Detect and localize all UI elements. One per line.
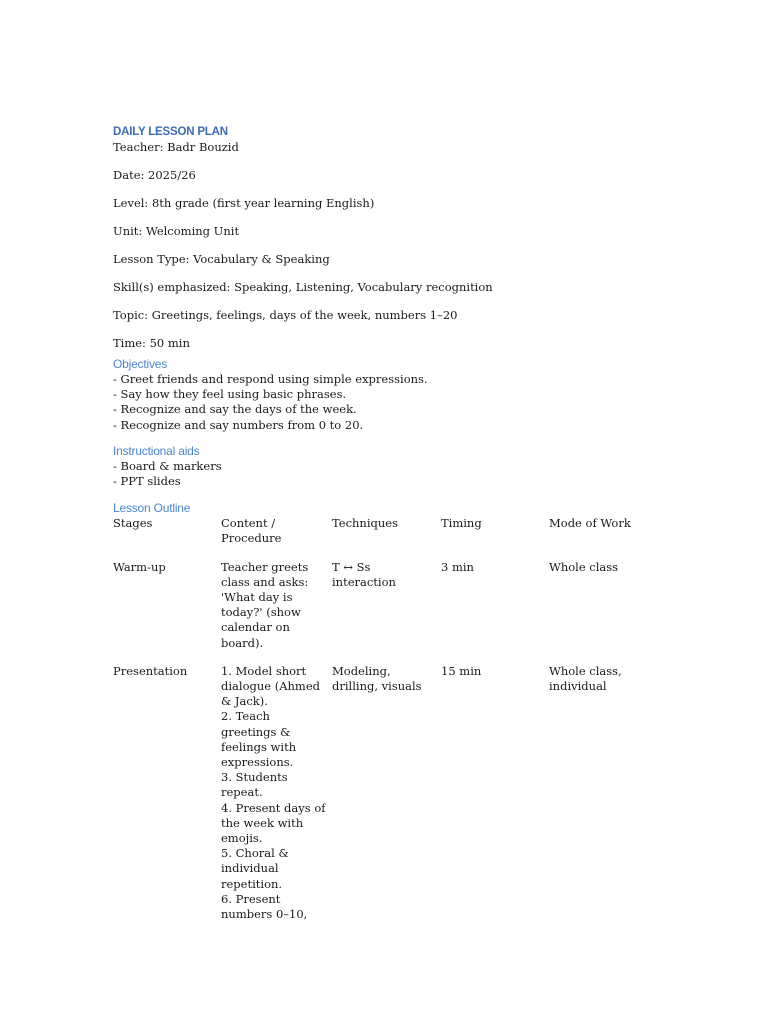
column-header-mode: Mode of Work <box>549 516 631 531</box>
objective-item: - Recognize and say numbers from 0 to 20. <box>113 417 364 432</box>
timing-cell: 3 min <box>441 559 474 574</box>
mode-cell: Whole class, individual <box>549 663 622 694</box>
procedure-step: 6. Present numbers 0–10, <box>221 891 308 922</box>
procedure-step: 2. Teach greetings & feelings with expressions. <box>221 709 297 770</box>
column-header-techniques: Techniques <box>332 516 398 531</box>
column-header-timing: Timing <box>441 516 482 531</box>
info-topic: Topic: Greetings, feelings, days of the week, numbers 1–20 <box>113 308 458 322</box>
content-cell <box>221 664 332 922</box>
stage-cell: Presentation <box>113 663 188 678</box>
info-unit: Unit: Welcoming Unit <box>113 224 240 238</box>
outline-section <box>113 500 673 922</box>
techniques-cell: Modeling, drilling, visuals <box>332 663 422 694</box>
procedure-step: 1. Model short dialogue (Ahmed & Jack). <box>221 663 320 709</box>
info-block <box>113 140 673 351</box>
column-header-stages: Stages <box>113 516 153 531</box>
procedure-step: 5. Choral & individual repetition. <box>221 846 289 891</box>
aids-heading: Instructional aids <box>113 443 200 458</box>
objective-item: - Say how they feel using basic phrases. <box>113 387 347 402</box>
content-cell: Teacher greets class and asks: 'What day is today?' (show calendar on board). <box>221 559 309 650</box>
objective-item: - Recognize and say the days of the week. <box>113 402 357 417</box>
timing-cell: 15 min <box>441 663 482 678</box>
table-header-row <box>113 516 673 546</box>
techniques-cell: T ↔ Ss interaction <box>332 559 396 589</box>
outline-table <box>113 516 673 922</box>
info-teacher: Teacher: Badr Bouzid <box>113 140 239 154</box>
lesson-plan-document <box>113 124 673 922</box>
info-skills: Skill(s) emphasized: Speaking, Listening, Vocabulary recognition <box>113 280 493 294</box>
info-time: Time: 50 min <box>113 336 190 350</box>
aid-item: - PPT slides <box>113 474 181 489</box>
objectives-section <box>113 356 673 433</box>
table-row <box>113 560 673 651</box>
stage-cell: Warm-up <box>113 559 166 574</box>
mode-cell: Whole class <box>549 559 619 574</box>
info-lesson-type: Lesson Type: Vocabulary & Speaking <box>113 252 330 266</box>
aids-section <box>113 443 673 489</box>
outline-heading: Lesson Outline <box>113 501 191 516</box>
aid-item: - Board & markers <box>113 458 222 473</box>
column-header-content: Content / Procedure <box>221 516 282 546</box>
info-level: Level: 8th grade (first year learning English) <box>113 196 375 210</box>
objectives-heading: Objectives <box>113 357 168 371</box>
table-row <box>113 664 673 922</box>
procedure-step: 3. Students repeat. <box>221 770 288 800</box>
document-title: DAILY LESSON PLAN <box>113 126 228 138</box>
info-date: Date: 2025/26 <box>113 168 196 182</box>
objective-item: - Greet friends and respond using simple expressions. <box>113 372 428 386</box>
procedure-step: 4. Present days of the week with emojis. <box>221 800 326 846</box>
